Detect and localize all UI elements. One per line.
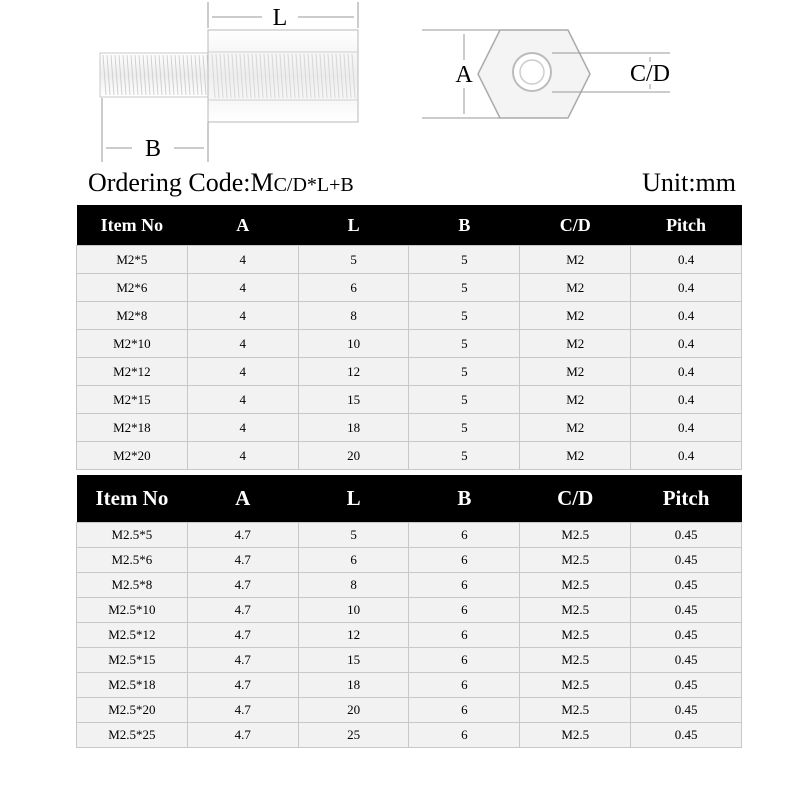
table-cell: 5 bbox=[409, 442, 520, 470]
standoff-diagram bbox=[0, 0, 800, 170]
table-cell: M2.5*18 bbox=[77, 673, 188, 698]
column-header: C/D bbox=[520, 475, 631, 523]
column-header: Pitch bbox=[631, 475, 742, 523]
table-row bbox=[77, 330, 742, 358]
table-cell: M2*20 bbox=[77, 442, 188, 470]
table-cell: M2.5*6 bbox=[77, 548, 188, 573]
table-cell: 4 bbox=[187, 358, 298, 386]
table-cell: M2 bbox=[520, 442, 631, 470]
table-cell: 5 bbox=[409, 246, 520, 274]
table-cell: 4.7 bbox=[187, 548, 298, 573]
table-cell: 10 bbox=[298, 598, 409, 623]
table-cell: M2*15 bbox=[77, 386, 188, 414]
table-cell: 5 bbox=[409, 330, 520, 358]
table-cell: 4.7 bbox=[187, 623, 298, 648]
table-header-row bbox=[77, 475, 742, 523]
table-cell: 6 bbox=[409, 623, 520, 648]
spec-table-m2 bbox=[76, 205, 742, 470]
table-cell: 4 bbox=[187, 246, 298, 274]
table-row bbox=[77, 698, 742, 723]
table-cell: 0.4 bbox=[631, 302, 742, 330]
table-cell: 0.45 bbox=[631, 573, 742, 598]
column-header: B bbox=[409, 205, 520, 246]
column-header: B bbox=[409, 475, 520, 523]
table-row bbox=[77, 548, 742, 573]
table-cell: 5 bbox=[409, 386, 520, 414]
table-cell: 12 bbox=[298, 623, 409, 648]
table-cell: 6 bbox=[409, 698, 520, 723]
table-cell: 10 bbox=[298, 330, 409, 358]
table-row bbox=[77, 358, 742, 386]
table-cell: 4.7 bbox=[187, 598, 298, 623]
column-header: Item No bbox=[77, 205, 188, 246]
table-cell: 4 bbox=[187, 330, 298, 358]
table-cell: 6 bbox=[409, 523, 520, 548]
table-cell: M2.5 bbox=[520, 523, 631, 548]
table-row bbox=[77, 386, 742, 414]
table-cell: 0.4 bbox=[631, 442, 742, 470]
table-cell: M2.5 bbox=[520, 573, 631, 598]
table-cell: M2*10 bbox=[77, 330, 188, 358]
column-header: L bbox=[298, 205, 409, 246]
table-cell: M2 bbox=[520, 302, 631, 330]
table-cell: M2*5 bbox=[77, 246, 188, 274]
column-header: Item No bbox=[77, 475, 188, 523]
table-cell: 0.4 bbox=[631, 274, 742, 302]
table-cell: 5 bbox=[298, 246, 409, 274]
table-row bbox=[77, 573, 742, 598]
table-cell: M2.5 bbox=[520, 648, 631, 673]
table-row bbox=[77, 442, 742, 470]
table-cell: 12 bbox=[298, 358, 409, 386]
table-cell: M2.5 bbox=[520, 598, 631, 623]
table-cell: 6 bbox=[409, 598, 520, 623]
hex-body bbox=[208, 30, 358, 122]
label-B: B bbox=[144, 136, 162, 162]
table-cell: 0.4 bbox=[631, 246, 742, 274]
table-cell: M2 bbox=[520, 246, 631, 274]
table-cell: 4.7 bbox=[187, 723, 298, 748]
table-row bbox=[77, 274, 742, 302]
column-header: Pitch bbox=[631, 205, 742, 246]
table-cell: M2*8 bbox=[77, 302, 188, 330]
table-cell: M2.5*20 bbox=[77, 698, 188, 723]
table-cell: M2 bbox=[520, 358, 631, 386]
table-cell: 20 bbox=[298, 442, 409, 470]
male-thread bbox=[100, 53, 210, 97]
table-cell: M2*18 bbox=[77, 414, 188, 442]
column-header: A bbox=[187, 205, 298, 246]
table-cell: M2*6 bbox=[77, 274, 188, 302]
table-cell: 4 bbox=[187, 274, 298, 302]
table-cell: 5 bbox=[409, 358, 520, 386]
table-row bbox=[77, 302, 742, 330]
table-row bbox=[77, 598, 742, 623]
table-cell: 5 bbox=[409, 414, 520, 442]
table-cell: 4.7 bbox=[187, 698, 298, 723]
table-cell: 0.45 bbox=[631, 673, 742, 698]
table-cell: M2.5*5 bbox=[77, 523, 188, 548]
table-cell: 18 bbox=[298, 414, 409, 442]
table-cell: M2.5 bbox=[520, 698, 631, 723]
table-cell: 4.7 bbox=[187, 673, 298, 698]
table-cell: M2.5*8 bbox=[77, 573, 188, 598]
table-cell: M2.5*15 bbox=[77, 648, 188, 673]
table-cell: 18 bbox=[298, 673, 409, 698]
table-cell: 8 bbox=[298, 573, 409, 598]
table-cell: 0.45 bbox=[631, 623, 742, 648]
table-cell: 4 bbox=[187, 302, 298, 330]
table-cell: 0.45 bbox=[631, 698, 742, 723]
table-cell: 25 bbox=[298, 723, 409, 748]
table-cell: 0.45 bbox=[631, 723, 742, 748]
table-cell: 8 bbox=[298, 302, 409, 330]
spec-table-m2-5 bbox=[76, 475, 742, 748]
table-cell: 4.7 bbox=[187, 573, 298, 598]
table-row bbox=[77, 673, 742, 698]
hex-end-view bbox=[478, 30, 590, 118]
table-cell: M2.5*12 bbox=[77, 623, 188, 648]
table-cell: 0.4 bbox=[631, 358, 742, 386]
table-row bbox=[77, 246, 742, 274]
table-cell: 6 bbox=[409, 673, 520, 698]
table-cell: 0.45 bbox=[631, 598, 742, 623]
table-cell: 4 bbox=[187, 386, 298, 414]
table-cell: 6 bbox=[409, 548, 520, 573]
table-cell: M2*12 bbox=[77, 358, 188, 386]
table-cell: M2.5 bbox=[520, 548, 631, 573]
table-cell: 15 bbox=[298, 386, 409, 414]
label-A: A bbox=[455, 62, 473, 88]
table-row bbox=[77, 648, 742, 673]
table-cell: 6 bbox=[409, 573, 520, 598]
label-L: L bbox=[272, 5, 288, 31]
column-header: C/D bbox=[520, 205, 631, 246]
table-cell: 0.45 bbox=[631, 523, 742, 548]
ordering-code-formula: C/D*L+B bbox=[273, 174, 354, 196]
table-cell: 4.7 bbox=[187, 648, 298, 673]
table-cell: 0.45 bbox=[631, 648, 742, 673]
column-header: A bbox=[187, 475, 298, 523]
table-cell: 0.4 bbox=[631, 330, 742, 358]
ordering-code-prefix: Ordering Code:M bbox=[88, 168, 274, 197]
table-cell: M2 bbox=[520, 274, 631, 302]
table-cell: 6 bbox=[409, 648, 520, 673]
table-cell: M2 bbox=[520, 386, 631, 414]
table-cell: 15 bbox=[298, 648, 409, 673]
table-cell: 5 bbox=[409, 302, 520, 330]
table-row bbox=[77, 414, 742, 442]
table-cell: M2.5*25 bbox=[77, 723, 188, 748]
table-cell: M2.5 bbox=[520, 623, 631, 648]
table-header-row bbox=[77, 205, 742, 246]
label-CD: C/D bbox=[629, 61, 671, 87]
table-row bbox=[77, 523, 742, 548]
table-cell: 0.45 bbox=[631, 548, 742, 573]
column-header: L bbox=[298, 475, 409, 523]
table-cell: 6 bbox=[298, 548, 409, 573]
table-cell: 0.4 bbox=[631, 386, 742, 414]
table-cell: M2.5 bbox=[520, 673, 631, 698]
unit-label: Unit:mm bbox=[642, 168, 736, 197]
table-row bbox=[77, 723, 742, 748]
table-cell: M2.5*10 bbox=[77, 598, 188, 623]
table-cell: M2.5 bbox=[520, 723, 631, 748]
table-row bbox=[77, 623, 742, 648]
table-cell: 5 bbox=[409, 274, 520, 302]
table-cell: 4 bbox=[187, 414, 298, 442]
table-cell: 0.4 bbox=[631, 414, 742, 442]
table-cell: 20 bbox=[298, 698, 409, 723]
table-cell: 4.7 bbox=[187, 523, 298, 548]
table-cell: 4 bbox=[187, 442, 298, 470]
table-cell: 5 bbox=[298, 523, 409, 548]
table-cell: 6 bbox=[298, 274, 409, 302]
table-cell: M2 bbox=[520, 330, 631, 358]
table-cell: 6 bbox=[409, 723, 520, 748]
ordering-code bbox=[88, 168, 354, 198]
table-cell: M2 bbox=[520, 414, 631, 442]
